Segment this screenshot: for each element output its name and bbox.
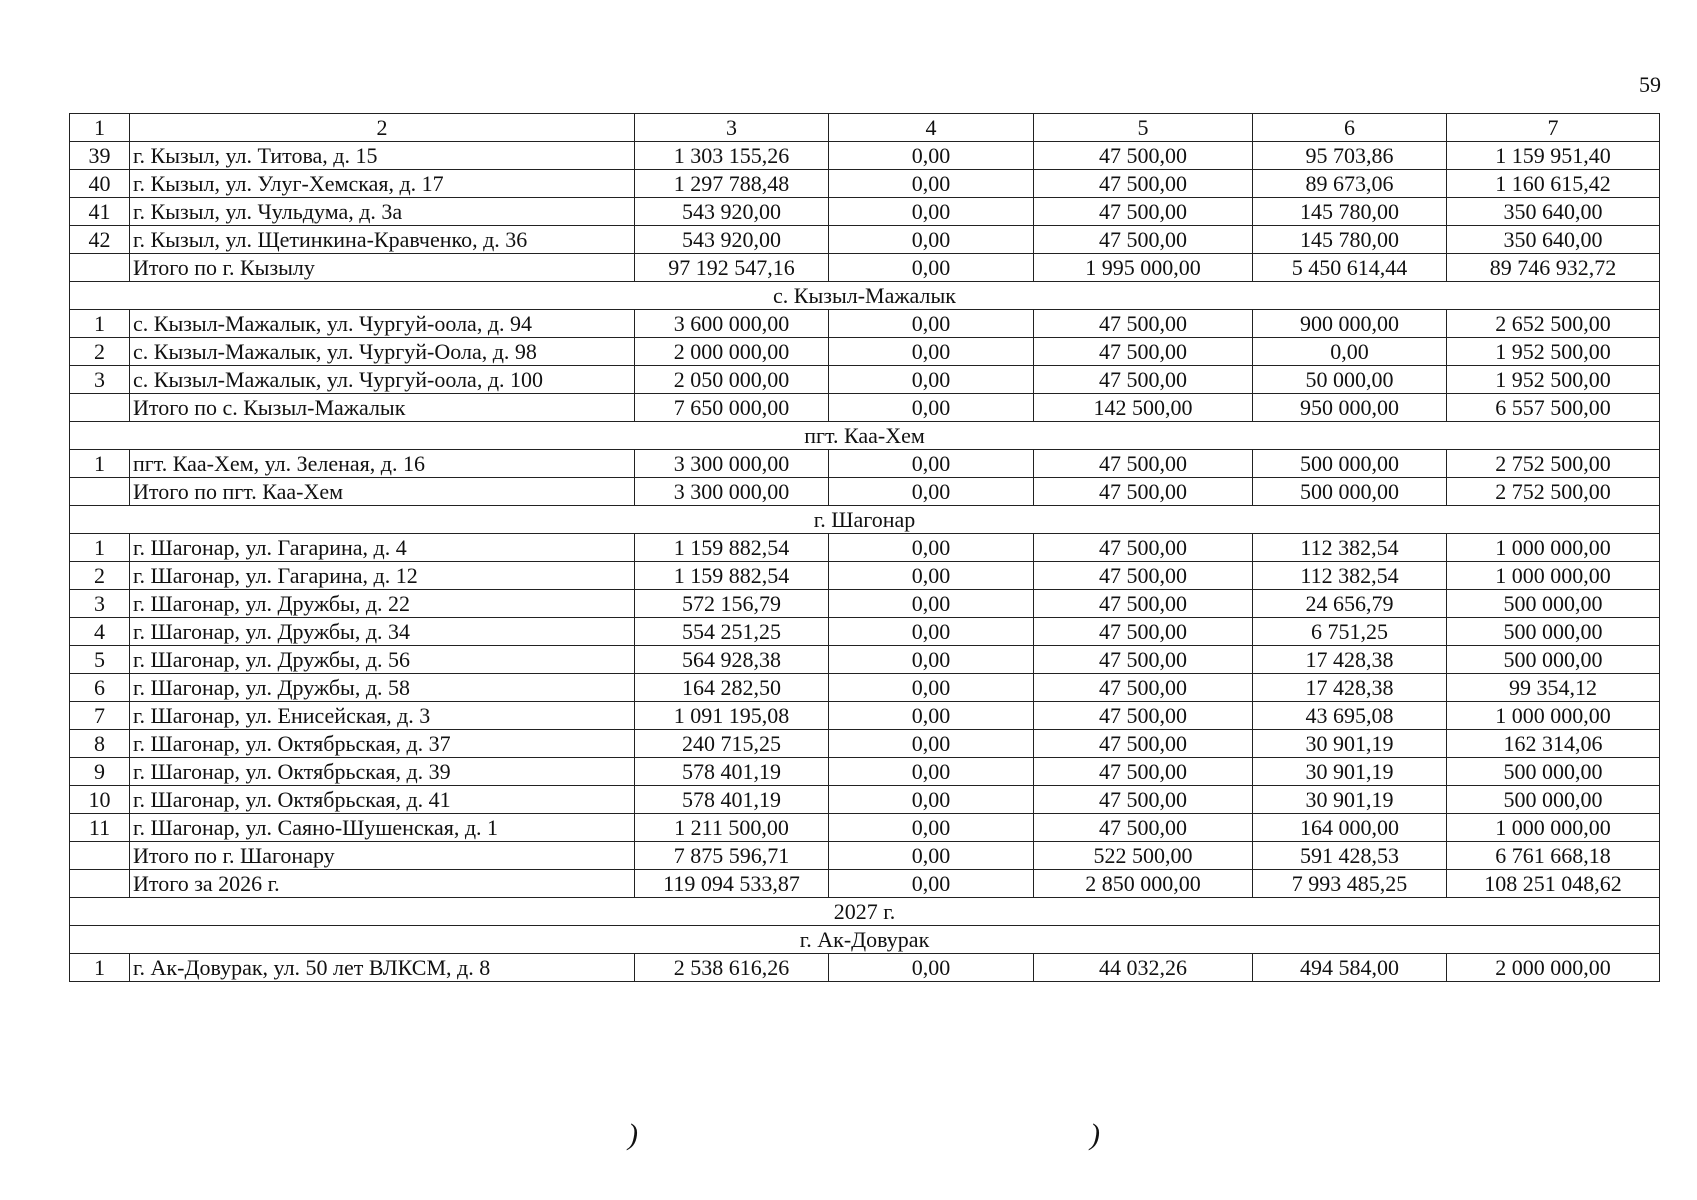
row-number-cell: 6 xyxy=(70,674,130,702)
amount-cell: 47 500,00 xyxy=(1034,702,1253,730)
amount-cell: 350 640,00 xyxy=(1447,198,1660,226)
amount-cell: 1 160 615,42 xyxy=(1447,170,1660,198)
amount-cell: 112 382,54 xyxy=(1253,534,1447,562)
amount-cell: 0,00 xyxy=(829,758,1034,786)
amount-cell: 1 000 000,00 xyxy=(1447,814,1660,842)
amount-cell: 1 159 882,54 xyxy=(635,534,829,562)
amount-cell: 1 995 000,00 xyxy=(1034,254,1253,282)
table-row xyxy=(70,758,1660,786)
section-title: г. Шагонар xyxy=(70,506,1660,534)
amount-cell: 47 500,00 xyxy=(1034,478,1253,506)
amount-cell: 47 500,00 xyxy=(1034,730,1253,758)
amount-cell: 7 993 485,25 xyxy=(1253,870,1447,898)
amount-cell: 108 251 048,62 xyxy=(1447,870,1660,898)
row-number-cell xyxy=(70,870,130,898)
margin-mark: ) xyxy=(628,1118,638,1151)
amount-cell: 2 050 000,00 xyxy=(635,366,829,394)
table-row xyxy=(70,394,1660,422)
row-number-cell: 9 xyxy=(70,758,130,786)
amount-cell: 47 500,00 xyxy=(1034,618,1253,646)
amount-cell: 0,00 xyxy=(829,702,1034,730)
amount-cell: 572 156,79 xyxy=(635,590,829,618)
amount-cell: 564 928,38 xyxy=(635,646,829,674)
amount-cell: 554 251,25 xyxy=(635,618,829,646)
table-row xyxy=(70,254,1660,282)
amount-cell: 578 401,19 xyxy=(635,758,829,786)
table-row xyxy=(70,786,1660,814)
row-number-cell xyxy=(70,394,130,422)
row-number-cell: 40 xyxy=(70,170,130,198)
column-header: 7 xyxy=(1447,114,1660,142)
amount-cell: 0,00 xyxy=(829,478,1034,506)
amount-cell: 0,00 xyxy=(829,534,1034,562)
amount-cell: 145 780,00 xyxy=(1253,226,1447,254)
amount-cell: 500 000,00 xyxy=(1447,758,1660,786)
address-cell: Итого за 2026 г. xyxy=(130,870,635,898)
amount-cell: 162 314,06 xyxy=(1447,730,1660,758)
section-row xyxy=(70,282,1660,310)
amount-cell: 7 875 596,71 xyxy=(635,842,829,870)
amount-cell: 0,00 xyxy=(829,198,1034,226)
amount-cell: 500 000,00 xyxy=(1447,786,1660,814)
amount-cell: 578 401,19 xyxy=(635,786,829,814)
amount-cell: 3 600 000,00 xyxy=(635,310,829,338)
row-number-cell: 8 xyxy=(70,730,130,758)
row-number-cell: 2 xyxy=(70,338,130,366)
address-cell: г. Кызыл, ул. Чульдума, д. 3а xyxy=(130,198,635,226)
amount-cell: 47 500,00 xyxy=(1034,534,1253,562)
amount-cell: 0,00 xyxy=(829,786,1034,814)
table-row xyxy=(70,590,1660,618)
amount-cell: 2 000 000,00 xyxy=(1447,954,1660,982)
amount-cell: 47 500,00 xyxy=(1034,226,1253,254)
budget-table xyxy=(69,113,1660,982)
column-header: 6 xyxy=(1253,114,1447,142)
row-number-cell: 4 xyxy=(70,618,130,646)
amount-cell: 164 000,00 xyxy=(1253,814,1447,842)
address-cell: г. Шагонар, ул. Дружбы, д. 56 xyxy=(130,646,635,674)
amount-cell: 1 091 195,08 xyxy=(635,702,829,730)
section-title: пгт. Каа-Хем xyxy=(70,422,1660,450)
address-cell: Итого по пгт. Каа-Хем xyxy=(130,478,635,506)
amount-cell: 1 297 788,48 xyxy=(635,170,829,198)
address-cell: г. Шагонар, ул. Октябрьская, д. 37 xyxy=(130,730,635,758)
amount-cell: 30 901,19 xyxy=(1253,730,1447,758)
amount-cell: 2 752 500,00 xyxy=(1447,478,1660,506)
amount-cell: 6 557 500,00 xyxy=(1447,394,1660,422)
amount-cell: 1 159 882,54 xyxy=(635,562,829,590)
amount-cell: 47 500,00 xyxy=(1034,338,1253,366)
address-cell: г. Кызыл, ул. Щетинкина-Кравченко, д. 36 xyxy=(130,226,635,254)
table-row xyxy=(70,842,1660,870)
header-row xyxy=(70,114,1660,142)
table-row xyxy=(70,338,1660,366)
address-cell: г. Шагонар, ул. Гагарина, д. 4 xyxy=(130,534,635,562)
amount-cell: 0,00 xyxy=(829,870,1034,898)
amount-cell: 47 500,00 xyxy=(1034,198,1253,226)
column-header: 4 xyxy=(829,114,1034,142)
row-number-cell: 39 xyxy=(70,142,130,170)
row-number-cell: 10 xyxy=(70,786,130,814)
amount-cell: 900 000,00 xyxy=(1253,310,1447,338)
amount-cell: 43 695,08 xyxy=(1253,702,1447,730)
address-cell: г. Шагонар, ул. Октябрьская, д. 41 xyxy=(130,786,635,814)
amount-cell: 1 952 500,00 xyxy=(1447,366,1660,394)
address-cell: Итого по с. Кызыл-Мажалык xyxy=(130,394,635,422)
table-row xyxy=(70,954,1660,982)
address-cell: г. Шагонар, ул. Енисейская, д. 3 xyxy=(130,702,635,730)
amount-cell: 5 450 614,44 xyxy=(1253,254,1447,282)
table-row xyxy=(70,674,1660,702)
amount-cell: 97 192 547,16 xyxy=(635,254,829,282)
row-number-cell: 3 xyxy=(70,366,130,394)
row-number-cell: 1 xyxy=(70,310,130,338)
amount-cell: 47 500,00 xyxy=(1034,450,1253,478)
amount-cell: 164 282,50 xyxy=(635,674,829,702)
amount-cell: 500 000,00 xyxy=(1447,646,1660,674)
table-row xyxy=(70,646,1660,674)
amount-cell: 24 656,79 xyxy=(1253,590,1447,618)
row-number-cell xyxy=(70,478,130,506)
amount-cell: 47 500,00 xyxy=(1034,646,1253,674)
row-number-cell xyxy=(70,254,130,282)
table-row xyxy=(70,142,1660,170)
section-row xyxy=(70,898,1660,926)
amount-cell: 2 652 500,00 xyxy=(1447,310,1660,338)
table-row xyxy=(70,562,1660,590)
table-row xyxy=(70,534,1660,562)
address-cell: г. Кызыл, ул. Улуг-Хемская, д. 17 xyxy=(130,170,635,198)
amount-cell: 30 901,19 xyxy=(1253,758,1447,786)
amount-cell: 0,00 xyxy=(829,646,1034,674)
table-row xyxy=(70,814,1660,842)
amount-cell: 89 673,06 xyxy=(1253,170,1447,198)
table-row xyxy=(70,366,1660,394)
row-number-cell: 11 xyxy=(70,814,130,842)
table-row xyxy=(70,170,1660,198)
amount-cell: 44 032,26 xyxy=(1034,954,1253,982)
section-title: с. Кызыл-Мажалык xyxy=(70,282,1660,310)
amount-cell: 500 000,00 xyxy=(1253,478,1447,506)
amount-cell: 1 000 000,00 xyxy=(1447,534,1660,562)
amount-cell: 0,00 xyxy=(829,618,1034,646)
row-number-cell: 2 xyxy=(70,562,130,590)
amount-cell: 950 000,00 xyxy=(1253,394,1447,422)
amount-cell: 112 382,54 xyxy=(1253,562,1447,590)
address-cell: с. Кызыл-Мажалык, ул. Чургуй-оола, д. 100 xyxy=(130,366,635,394)
column-header: 2 xyxy=(130,114,635,142)
amount-cell: 0,00 xyxy=(829,254,1034,282)
table-row xyxy=(70,198,1660,226)
address-cell: с. Кызыл-Мажалык, ул. Чургуй-оола, д. 94 xyxy=(130,310,635,338)
table-row xyxy=(70,226,1660,254)
row-number-cell: 1 xyxy=(70,534,130,562)
row-number-cell: 1 xyxy=(70,954,130,982)
section-row xyxy=(70,926,1660,954)
table-row xyxy=(70,618,1660,646)
address-cell: г. Кызыл, ул. Титова, д. 15 xyxy=(130,142,635,170)
row-number-cell: 41 xyxy=(70,198,130,226)
row-number-cell: 1 xyxy=(70,450,130,478)
amount-cell: 6 761 668,18 xyxy=(1447,842,1660,870)
table-row xyxy=(70,450,1660,478)
row-number-cell: 42 xyxy=(70,226,130,254)
page-number: 59 xyxy=(1639,72,1661,97)
address-cell: г. Шагонар, ул. Дружбы, д. 34 xyxy=(130,618,635,646)
amount-cell: 1 211 500,00 xyxy=(635,814,829,842)
row-number-cell: 5 xyxy=(70,646,130,674)
table-row xyxy=(70,870,1660,898)
margin-mark: ) xyxy=(1090,1118,1100,1151)
amount-cell: 240 715,25 xyxy=(635,730,829,758)
address-cell: г. Шагонар, ул. Гагарина, д. 12 xyxy=(130,562,635,590)
amount-cell: 0,00 xyxy=(1253,338,1447,366)
amount-cell: 0,00 xyxy=(829,142,1034,170)
address-cell: Итого по г. Кызылу xyxy=(130,254,635,282)
amount-cell: 145 780,00 xyxy=(1253,198,1447,226)
amount-cell: 0,00 xyxy=(829,590,1034,618)
amount-cell: 47 500,00 xyxy=(1034,562,1253,590)
row-number-cell: 3 xyxy=(70,590,130,618)
address-cell: г. Шагонар, ул. Дружбы, д. 22 xyxy=(130,590,635,618)
amount-cell: 0,00 xyxy=(829,310,1034,338)
amount-cell: 1 159 951,40 xyxy=(1447,142,1660,170)
amount-cell: 47 500,00 xyxy=(1034,310,1253,338)
amount-cell: 0,00 xyxy=(829,366,1034,394)
amount-cell: 0,00 xyxy=(829,338,1034,366)
amount-cell: 47 500,00 xyxy=(1034,366,1253,394)
amount-cell: 2 752 500,00 xyxy=(1447,450,1660,478)
amount-cell: 1 000 000,00 xyxy=(1447,702,1660,730)
amount-cell: 95 703,86 xyxy=(1253,142,1447,170)
amount-cell: 47 500,00 xyxy=(1034,674,1253,702)
amount-cell: 0,00 xyxy=(829,226,1034,254)
amount-cell: 50 000,00 xyxy=(1253,366,1447,394)
address-cell: г. Шагонар, ул. Саяно-Шушенская, д. 1 xyxy=(130,814,635,842)
section-row xyxy=(70,422,1660,450)
amount-cell: 47 500,00 xyxy=(1034,142,1253,170)
amount-cell: 3 300 000,00 xyxy=(635,450,829,478)
address-cell: Итого по г. Шагонару xyxy=(130,842,635,870)
amount-cell: 142 500,00 xyxy=(1034,394,1253,422)
amount-cell: 591 428,53 xyxy=(1253,842,1447,870)
amount-cell: 543 920,00 xyxy=(635,198,829,226)
amount-cell: 0,00 xyxy=(829,814,1034,842)
section-title: 2027 г. xyxy=(70,898,1660,926)
column-header: 5 xyxy=(1034,114,1253,142)
amount-cell: 30 901,19 xyxy=(1253,786,1447,814)
address-cell: г. Шагонар, ул. Дружбы, д. 58 xyxy=(130,674,635,702)
amount-cell: 500 000,00 xyxy=(1447,590,1660,618)
amount-cell: 47 500,00 xyxy=(1034,758,1253,786)
section-title: г. Ак-Довурак xyxy=(70,926,1660,954)
amount-cell: 0,00 xyxy=(829,450,1034,478)
amount-cell: 0,00 xyxy=(829,842,1034,870)
amount-cell: 47 500,00 xyxy=(1034,786,1253,814)
amount-cell: 0,00 xyxy=(829,674,1034,702)
amount-cell: 47 500,00 xyxy=(1034,590,1253,618)
amount-cell: 6 751,25 xyxy=(1253,618,1447,646)
amount-cell: 543 920,00 xyxy=(635,226,829,254)
amount-cell: 119 094 533,87 xyxy=(635,870,829,898)
amount-cell: 47 500,00 xyxy=(1034,814,1253,842)
address-cell: г. Ак-Довурак, ул. 50 лет ВЛКСМ, д. 8 xyxy=(130,954,635,982)
amount-cell: 500 000,00 xyxy=(1253,450,1447,478)
address-cell: пгт. Каа-Хем, ул. Зеленая, д. 16 xyxy=(130,450,635,478)
amount-cell: 17 428,38 xyxy=(1253,674,1447,702)
column-header: 1 xyxy=(70,114,130,142)
amount-cell: 0,00 xyxy=(829,730,1034,758)
table-row xyxy=(70,478,1660,506)
address-cell: г. Шагонар, ул. Октябрьская, д. 39 xyxy=(130,758,635,786)
amount-cell: 0,00 xyxy=(829,954,1034,982)
amount-cell: 7 650 000,00 xyxy=(635,394,829,422)
address-cell: с. Кызыл-Мажалык, ул. Чургуй-Оола, д. 98 xyxy=(130,338,635,366)
amount-cell: 89 746 932,72 xyxy=(1447,254,1660,282)
table-row xyxy=(70,730,1660,758)
amount-cell: 0,00 xyxy=(829,170,1034,198)
row-number-cell: 7 xyxy=(70,702,130,730)
amount-cell: 2 850 000,00 xyxy=(1034,870,1253,898)
amount-cell: 494 584,00 xyxy=(1253,954,1447,982)
amount-cell: 17 428,38 xyxy=(1253,646,1447,674)
amount-cell: 522 500,00 xyxy=(1034,842,1253,870)
row-number-cell xyxy=(70,842,130,870)
amount-cell: 1 000 000,00 xyxy=(1447,562,1660,590)
column-header: 3 xyxy=(635,114,829,142)
amount-cell: 2 000 000,00 xyxy=(635,338,829,366)
table-row xyxy=(70,310,1660,338)
amount-cell: 1 303 155,26 xyxy=(635,142,829,170)
amount-cell: 0,00 xyxy=(829,562,1034,590)
amount-cell: 47 500,00 xyxy=(1034,170,1253,198)
table-row xyxy=(70,702,1660,730)
amount-cell: 3 300 000,00 xyxy=(635,478,829,506)
amount-cell: 2 538 616,26 xyxy=(635,954,829,982)
amount-cell: 0,00 xyxy=(829,394,1034,422)
amount-cell: 99 354,12 xyxy=(1447,674,1660,702)
amount-cell: 350 640,00 xyxy=(1447,226,1660,254)
amount-cell: 1 952 500,00 xyxy=(1447,338,1660,366)
section-row xyxy=(70,506,1660,534)
amount-cell: 500 000,00 xyxy=(1447,618,1660,646)
